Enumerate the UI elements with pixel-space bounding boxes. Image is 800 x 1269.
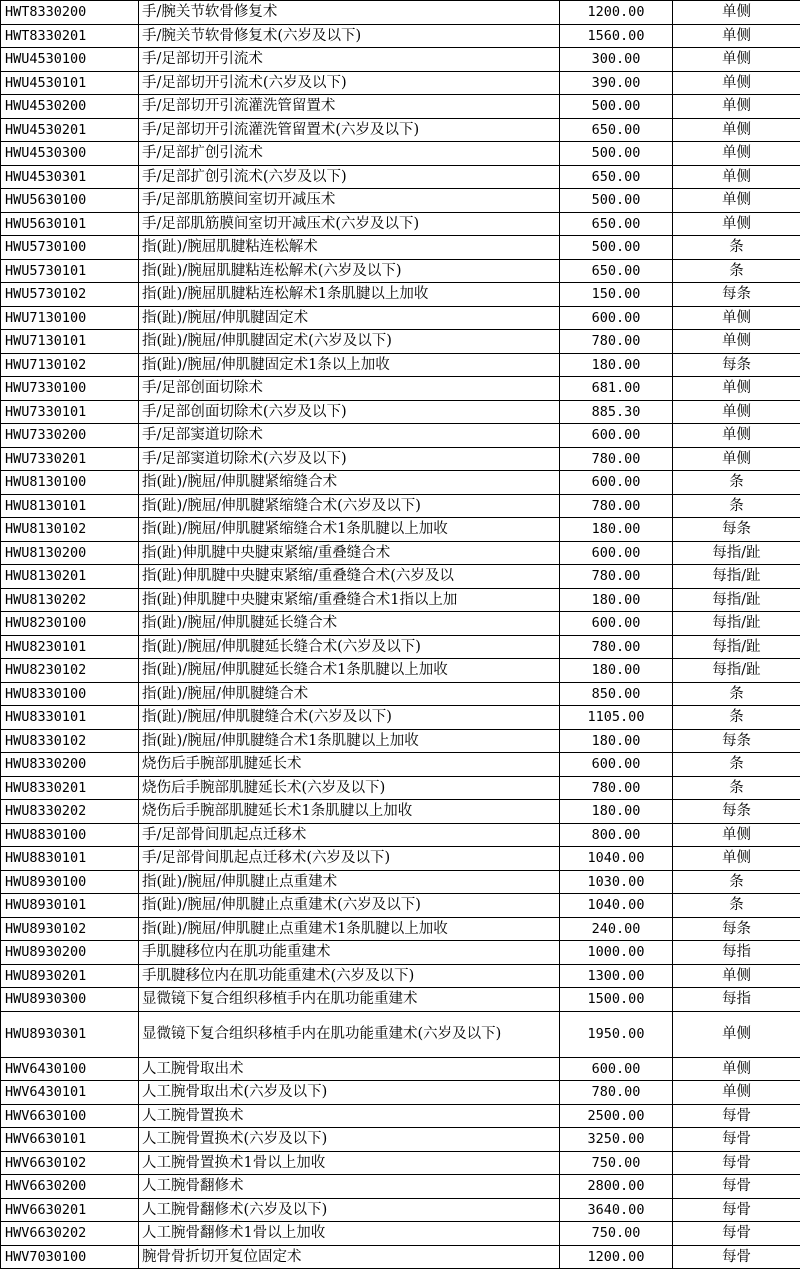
item-unit: 条 <box>673 894 800 918</box>
item-unit: 每指/趾 <box>673 635 800 659</box>
item-unit: 单侧 <box>673 165 800 189</box>
item-unit: 条 <box>673 259 800 283</box>
item-code: HWV6630201 <box>1 1198 139 1222</box>
item-unit: 每条 <box>673 518 800 542</box>
item-unit: 每指/趾 <box>673 612 800 636</box>
item-code: HWU8330100 <box>1 682 139 706</box>
item-price: 780.00 <box>560 635 673 659</box>
table-row <box>1 306 800 330</box>
item-price: 1300.00 <box>560 964 673 988</box>
item-price: 1200.00 <box>560 1 673 25</box>
table-row <box>1 212 800 236</box>
item-name: 腕骨骨折切开复位固定术 <box>139 1245 560 1269</box>
item-price: 240.00 <box>560 917 673 941</box>
table-row <box>1 236 800 260</box>
table-row <box>1 682 800 706</box>
table-row <box>1 612 800 636</box>
item-name: 人工腕骨翻修术(六岁及以下) <box>139 1198 560 1222</box>
item-price: 780.00 <box>560 776 673 800</box>
item-code: HWU4530100 <box>1 48 139 72</box>
item-unit: 每骨 <box>673 1245 800 1269</box>
item-code: HWU8930301 <box>1 1011 139 1057</box>
item-price: 390.00 <box>560 71 673 95</box>
table-row <box>1 635 800 659</box>
item-code: HWU7130102 <box>1 353 139 377</box>
item-name: 显微镜下复合组织移植手内在肌功能重建术(六岁及以下) <box>139 1011 560 1057</box>
item-code: HWU5630100 <box>1 189 139 213</box>
item-price: 500.00 <box>560 95 673 119</box>
item-unit: 条 <box>673 494 800 518</box>
item-name: 人工腕骨取出术 <box>139 1057 560 1081</box>
table-row <box>1 189 800 213</box>
price-table-body <box>1 1 800 1269</box>
item-code: HWU7330201 <box>1 447 139 471</box>
item-code: HWU4530101 <box>1 71 139 95</box>
item-name: 手/腕关节软骨修复术 <box>139 1 560 25</box>
item-unit: 单侧 <box>673 189 800 213</box>
item-price: 180.00 <box>560 729 673 753</box>
item-name: 人工腕骨翻修术 <box>139 1175 560 1199</box>
table-row <box>1 706 800 730</box>
item-price: 1950.00 <box>560 1011 673 1057</box>
item-unit: 单侧 <box>673 377 800 401</box>
item-unit: 每指 <box>673 941 800 965</box>
item-name: 手/足部切开引流术(六岁及以下) <box>139 71 560 95</box>
item-price: 780.00 <box>560 447 673 471</box>
item-price: 180.00 <box>560 518 673 542</box>
item-code: HWU8330201 <box>1 776 139 800</box>
item-code: HWU8130201 <box>1 565 139 589</box>
item-price: 600.00 <box>560 471 673 495</box>
item-name: 指(趾)/腕屈/伸肌腱固定术(六岁及以下) <box>139 330 560 354</box>
item-unit: 条 <box>673 471 800 495</box>
item-unit: 条 <box>673 236 800 260</box>
table-row <box>1 659 800 683</box>
item-name: 指(趾)/腕屈/伸肌腱缝合术 <box>139 682 560 706</box>
table-row <box>1 518 800 542</box>
item-unit: 单侧 <box>673 95 800 119</box>
item-price: 780.00 <box>560 565 673 589</box>
item-unit: 条 <box>673 776 800 800</box>
item-price: 180.00 <box>560 588 673 612</box>
table-row <box>1 353 800 377</box>
item-unit: 单侧 <box>673 212 800 236</box>
item-name: 手/足部扩创引流术 <box>139 142 560 166</box>
table-row <box>1 1128 800 1152</box>
item-price: 1030.00 <box>560 870 673 894</box>
item-name: 指(趾)/腕屈/伸肌腱止点重建术1条肌腱以上加收 <box>139 917 560 941</box>
item-code: HWU8230101 <box>1 635 139 659</box>
item-unit: 每骨 <box>673 1151 800 1175</box>
item-unit: 单侧 <box>673 964 800 988</box>
item-price: 850.00 <box>560 682 673 706</box>
table-row <box>1 1151 800 1175</box>
item-unit: 单侧 <box>673 71 800 95</box>
table-row <box>1 565 800 589</box>
item-price: 1560.00 <box>560 24 673 48</box>
item-code: HWU5730101 <box>1 259 139 283</box>
item-name: 指(趾)/腕屈/伸肌腱紧缩缝合术(六岁及以下) <box>139 494 560 518</box>
table-row <box>1 1 800 25</box>
table-row <box>1 1198 800 1222</box>
item-name: 手/足部切开引流灌洗管留置术(六岁及以下) <box>139 118 560 142</box>
table-row <box>1 1057 800 1081</box>
item-name: 手/足部创面切除术 <box>139 377 560 401</box>
item-unit: 单侧 <box>673 1011 800 1057</box>
item-name: 人工腕骨置换术(六岁及以下) <box>139 1128 560 1152</box>
item-code: HWU4530301 <box>1 165 139 189</box>
table-row <box>1 1081 800 1105</box>
item-code: HWU8830101 <box>1 847 139 871</box>
item-price: 180.00 <box>560 353 673 377</box>
item-name: 指(趾)/腕屈/伸肌腱止点重建术 <box>139 870 560 894</box>
item-code: HWV6630101 <box>1 1128 139 1152</box>
item-name: 人工腕骨置换术 <box>139 1104 560 1128</box>
item-unit: 单侧 <box>673 306 800 330</box>
item-price: 300.00 <box>560 48 673 72</box>
item-unit: 每骨 <box>673 1128 800 1152</box>
item-code: HWV6630202 <box>1 1222 139 1246</box>
item-name: 手/足部骨间肌起点迁移术(六岁及以下) <box>139 847 560 871</box>
item-unit: 每骨 <box>673 1222 800 1246</box>
item-price: 681.00 <box>560 377 673 401</box>
table-row <box>1 283 800 307</box>
item-unit: 单侧 <box>673 24 800 48</box>
item-price: 1105.00 <box>560 706 673 730</box>
item-price: 1040.00 <box>560 847 673 871</box>
item-unit: 单侧 <box>673 847 800 871</box>
item-code: HWU7330100 <box>1 377 139 401</box>
item-price: 500.00 <box>560 236 673 260</box>
table-row <box>1 24 800 48</box>
item-price: 800.00 <box>560 823 673 847</box>
item-price: 780.00 <box>560 330 673 354</box>
table-row <box>1 48 800 72</box>
item-name: 指(趾)/腕屈/伸肌腱固定术 <box>139 306 560 330</box>
item-code: HWU8330102 <box>1 729 139 753</box>
item-unit: 每骨 <box>673 1104 800 1128</box>
item-code: HWU5730102 <box>1 283 139 307</box>
item-name: 指(趾)/腕屈/伸肌腱延长缝合术 <box>139 612 560 636</box>
table-row <box>1 471 800 495</box>
item-unit: 每条 <box>673 283 800 307</box>
item-price: 500.00 <box>560 189 673 213</box>
item-unit: 条 <box>673 706 800 730</box>
item-unit: 每指/趾 <box>673 565 800 589</box>
item-code: HWU8130100 <box>1 471 139 495</box>
item-code: HWU7130100 <box>1 306 139 330</box>
item-price: 1200.00 <box>560 1245 673 1269</box>
table-row <box>1 1245 800 1269</box>
item-unit: 条 <box>673 682 800 706</box>
item-code: HWU8930101 <box>1 894 139 918</box>
item-name: 指(趾)/腕屈肌腱粘连松解术(六岁及以下) <box>139 259 560 283</box>
table-row <box>1 1011 800 1057</box>
item-code: HWU8930201 <box>1 964 139 988</box>
item-unit: 单侧 <box>673 48 800 72</box>
item-price: 650.00 <box>560 165 673 189</box>
table-row <box>1 541 800 565</box>
table-row <box>1 1222 800 1246</box>
item-unit: 单侧 <box>673 330 800 354</box>
item-code: HWU4530300 <box>1 142 139 166</box>
item-price: 600.00 <box>560 612 673 636</box>
table-row <box>1 964 800 988</box>
item-price: 780.00 <box>560 494 673 518</box>
item-code: HWU8130200 <box>1 541 139 565</box>
item-price: 650.00 <box>560 212 673 236</box>
item-code: HWU8130202 <box>1 588 139 612</box>
item-name: 显微镜下复合组织移植手内在肌功能重建术 <box>139 988 560 1012</box>
item-name: 指(趾)伸肌腱中央腱束紧缩/重叠缝合术 <box>139 541 560 565</box>
item-name: 指(趾)/腕屈/伸肌腱延长缝合术(六岁及以下) <box>139 635 560 659</box>
item-name: 指(趾)/腕屈肌腱粘连松解术1条肌腱以上加收 <box>139 283 560 307</box>
item-unit: 条 <box>673 870 800 894</box>
item-price: 1000.00 <box>560 941 673 965</box>
item-name: 烧伤后手腕部肌腱延长术 <box>139 753 560 777</box>
item-unit: 单侧 <box>673 118 800 142</box>
table-row <box>1 588 800 612</box>
table-row <box>1 165 800 189</box>
item-price: 600.00 <box>560 424 673 448</box>
item-name: 手/足部窦道切除术 <box>139 424 560 448</box>
item-price: 600.00 <box>560 306 673 330</box>
item-code: HWU5730100 <box>1 236 139 260</box>
item-code: HWU8330101 <box>1 706 139 730</box>
item-price: 3640.00 <box>560 1198 673 1222</box>
table-row <box>1 447 800 471</box>
item-code: HWU8930102 <box>1 917 139 941</box>
item-unit: 每骨 <box>673 1198 800 1222</box>
item-price: 500.00 <box>560 142 673 166</box>
item-name: 指(趾)/腕屈肌腱粘连松解术 <box>139 236 560 260</box>
table-row <box>1 894 800 918</box>
item-price: 885.30 <box>560 400 673 424</box>
item-name: 手/足部肌筋膜间室切开减压术 <box>139 189 560 213</box>
item-code: HWU7330200 <box>1 424 139 448</box>
item-code: HWU7130101 <box>1 330 139 354</box>
item-name: 手/足部扩创引流术(六岁及以下) <box>139 165 560 189</box>
item-code: HWU8230100 <box>1 612 139 636</box>
table-row <box>1 941 800 965</box>
table-row <box>1 118 800 142</box>
item-code: HWU7330101 <box>1 400 139 424</box>
item-name: 手/足部切开引流灌洗管留置术 <box>139 95 560 119</box>
item-name: 手/足部窦道切除术(六岁及以下) <box>139 447 560 471</box>
table-row <box>1 71 800 95</box>
item-code: HWU8130102 <box>1 518 139 542</box>
item-price: 650.00 <box>560 118 673 142</box>
item-price: 1500.00 <box>560 988 673 1012</box>
item-name: 指(趾)/腕屈/伸肌腱固定术1条以上加收 <box>139 353 560 377</box>
item-price: 1040.00 <box>560 894 673 918</box>
item-unit: 每条 <box>673 353 800 377</box>
item-code: HWV6630100 <box>1 1104 139 1128</box>
item-unit: 每指 <box>673 988 800 1012</box>
item-unit: 每指/趾 <box>673 588 800 612</box>
item-code: HWU8330200 <box>1 753 139 777</box>
table-row <box>1 400 800 424</box>
item-unit: 单侧 <box>673 400 800 424</box>
table-row <box>1 1104 800 1128</box>
table-row <box>1 377 800 401</box>
item-code: HWV6630200 <box>1 1175 139 1199</box>
item-unit: 单侧 <box>673 447 800 471</box>
table-row <box>1 753 800 777</box>
item-price: 180.00 <box>560 659 673 683</box>
item-unit: 每骨 <box>673 1175 800 1199</box>
item-code: HWU8930300 <box>1 988 139 1012</box>
table-row <box>1 988 800 1012</box>
item-name: 烧伤后手腕部肌腱延长术(六岁及以下) <box>139 776 560 800</box>
item-code: HWV6630102 <box>1 1151 139 1175</box>
item-name: 人工腕骨取出术(六岁及以下) <box>139 1081 560 1105</box>
item-unit: 单侧 <box>673 142 800 166</box>
item-name: 手/足部切开引流术 <box>139 48 560 72</box>
table-row <box>1 870 800 894</box>
item-name: 指(趾)伸肌腱中央腱束紧缩/重叠缝合术1指以上加 <box>139 588 560 612</box>
item-unit: 每指/趾 <box>673 659 800 683</box>
item-name: 手肌腱移位内在肌功能重建术(六岁及以下) <box>139 964 560 988</box>
item-code: HWU8830100 <box>1 823 139 847</box>
item-name: 手/足部肌筋膜间室切开减压术(六岁及以下) <box>139 212 560 236</box>
item-price: 600.00 <box>560 541 673 565</box>
item-price: 2500.00 <box>560 1104 673 1128</box>
item-name: 指(趾)/腕屈/伸肌腱缝合术(六岁及以下) <box>139 706 560 730</box>
table-row <box>1 847 800 871</box>
item-code: HWU8930100 <box>1 870 139 894</box>
item-price: 2800.00 <box>560 1175 673 1199</box>
item-unit: 单侧 <box>673 823 800 847</box>
table-row <box>1 917 800 941</box>
item-unit: 单侧 <box>673 424 800 448</box>
item-code: HWV6430101 <box>1 1081 139 1105</box>
item-unit: 每指/趾 <box>673 541 800 565</box>
table-row <box>1 424 800 448</box>
table-row <box>1 95 800 119</box>
item-unit: 单侧 <box>673 1081 800 1105</box>
item-price: 150.00 <box>560 283 673 307</box>
table-row <box>1 800 800 824</box>
item-price: 180.00 <box>560 800 673 824</box>
item-code: HWU4530200 <box>1 95 139 119</box>
table-row <box>1 823 800 847</box>
item-code: HWU8130101 <box>1 494 139 518</box>
item-unit: 每条 <box>673 800 800 824</box>
item-unit: 每条 <box>673 729 800 753</box>
table-row <box>1 330 800 354</box>
item-unit: 单侧 <box>673 1 800 25</box>
item-code: HWU8930200 <box>1 941 139 965</box>
item-name: 手/足部创面切除术(六岁及以下) <box>139 400 560 424</box>
item-name: 手/足部骨间肌起点迁移术 <box>139 823 560 847</box>
table-row <box>1 259 800 283</box>
item-name: 手肌腱移位内在肌功能重建术 <box>139 941 560 965</box>
item-code: HWV6430100 <box>1 1057 139 1081</box>
item-price: 600.00 <box>560 1057 673 1081</box>
item-name: 人工腕骨置换术1骨以上加收 <box>139 1151 560 1175</box>
item-name: 烧伤后手腕部肌腱延长术1条肌腱以上加收 <box>139 800 560 824</box>
table-row <box>1 494 800 518</box>
item-name: 指(趾)/腕屈/伸肌腱缝合术1条肌腱以上加收 <box>139 729 560 753</box>
item-code: HWV7030100 <box>1 1245 139 1269</box>
item-unit: 单侧 <box>673 1057 800 1081</box>
item-price: 750.00 <box>560 1151 673 1175</box>
item-name: 指(趾)/腕屈/伸肌腱止点重建术(六岁及以下) <box>139 894 560 918</box>
item-name: 指(趾)/腕屈/伸肌腱紧缩缝合术 <box>139 471 560 495</box>
item-code: HWU5630101 <box>1 212 139 236</box>
item-unit: 条 <box>673 753 800 777</box>
item-price: 600.00 <box>560 753 673 777</box>
table-row <box>1 1175 800 1199</box>
table-row <box>1 142 800 166</box>
item-price: 780.00 <box>560 1081 673 1105</box>
item-price: 3250.00 <box>560 1128 673 1152</box>
item-code: HWT8330200 <box>1 1 139 25</box>
item-name: 指(趾)伸肌腱中央腱束紧缩/重叠缝合术(六岁及以 <box>139 565 560 589</box>
item-code: HWU8230102 <box>1 659 139 683</box>
item-price: 750.00 <box>560 1222 673 1246</box>
item-name: 指(趾)/腕屈/伸肌腱紧缩缝合术1条肌腱以上加收 <box>139 518 560 542</box>
table-row <box>1 729 800 753</box>
item-name: 人工腕骨翻修术1骨以上加收 <box>139 1222 560 1246</box>
item-name: 手/腕关节软骨修复术(六岁及以下) <box>139 24 560 48</box>
item-code: HWT8330201 <box>1 24 139 48</box>
item-code: HWU8330202 <box>1 800 139 824</box>
table-row <box>1 776 800 800</box>
item-price: 650.00 <box>560 259 673 283</box>
item-unit: 每条 <box>673 917 800 941</box>
item-name: 指(趾)/腕屈/伸肌腱延长缝合术1条肌腱以上加收 <box>139 659 560 683</box>
item-code: HWU4530201 <box>1 118 139 142</box>
